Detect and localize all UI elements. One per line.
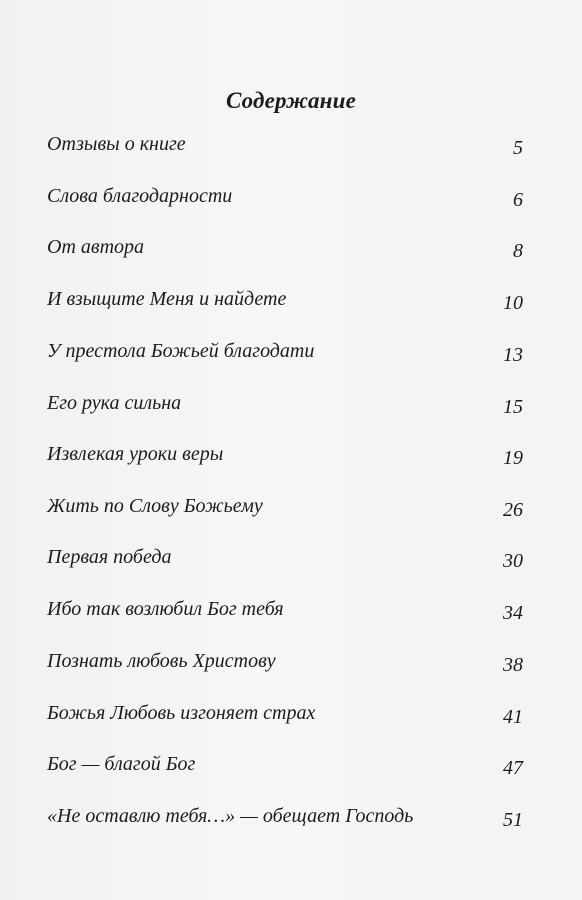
toc-entry bbox=[47, 598, 523, 628]
toc-entry-title: Жить по Слову Божьему bbox=[47, 495, 263, 517]
toc-entry-title: Слова благодарности bbox=[47, 185, 233, 207]
toc-entry-title: Первая победа bbox=[47, 546, 172, 568]
toc-entry bbox=[47, 288, 523, 318]
toc-entry bbox=[47, 805, 523, 835]
toc-entry-title: От автора bbox=[47, 236, 145, 258]
contents-heading: Содержание bbox=[225, 88, 357, 113]
toc-entry-title: И взыщите Меня и найдете bbox=[47, 288, 287, 310]
toc-entry-page: 15 bbox=[503, 396, 523, 418]
toc-entry-title: Познать любовь Христову bbox=[47, 650, 276, 672]
toc-entry bbox=[47, 702, 523, 732]
toc-entry bbox=[47, 495, 523, 525]
toc-entry-title: «Не оставлю тебя…» — обещает Господь bbox=[47, 805, 414, 827]
toc-entry-page: 51 bbox=[503, 809, 523, 831]
toc-entry bbox=[47, 546, 523, 576]
toc-entry-title: Ибо так возлюбил Бог тебя bbox=[47, 598, 284, 620]
toc-entry bbox=[47, 185, 523, 215]
toc-entry-page: 34 bbox=[503, 602, 523, 624]
toc-entry bbox=[47, 236, 523, 266]
toc-entry bbox=[47, 650, 523, 680]
toc-entry-page: 38 bbox=[503, 654, 523, 676]
toc-entry bbox=[47, 133, 523, 163]
toc-entry-title: У престола Божьей благодати bbox=[47, 340, 315, 362]
toc-entry-page: 41 bbox=[503, 706, 523, 728]
toc-entry-title: Божья Любовь изгоняет страх bbox=[47, 702, 316, 724]
toc-entry-page: 5 bbox=[513, 137, 523, 159]
toc-entry bbox=[47, 392, 523, 422]
toc-entry-title: Извлекая уроки веры bbox=[47, 443, 224, 465]
toc-entry-page: 30 bbox=[503, 550, 523, 572]
toc-entry-title: Бог — благой Бог bbox=[47, 753, 196, 775]
toc-entry-page: 13 bbox=[503, 344, 523, 366]
toc-entry-page: 26 bbox=[503, 499, 523, 521]
toc-entry-title: Отзывы о книге bbox=[47, 133, 186, 155]
toc-entry-page: 47 bbox=[503, 757, 523, 779]
toc-entry-title: Его рука сильна bbox=[47, 392, 182, 414]
toc-entry-page: 6 bbox=[513, 189, 523, 211]
toc-entry-page: 8 bbox=[513, 240, 523, 262]
toc-entry bbox=[47, 753, 523, 783]
toc-entry bbox=[47, 340, 523, 370]
toc-entry-page: 19 bbox=[503, 447, 523, 469]
toc-entry bbox=[47, 443, 523, 473]
toc-entry-page: 10 bbox=[503, 292, 523, 314]
